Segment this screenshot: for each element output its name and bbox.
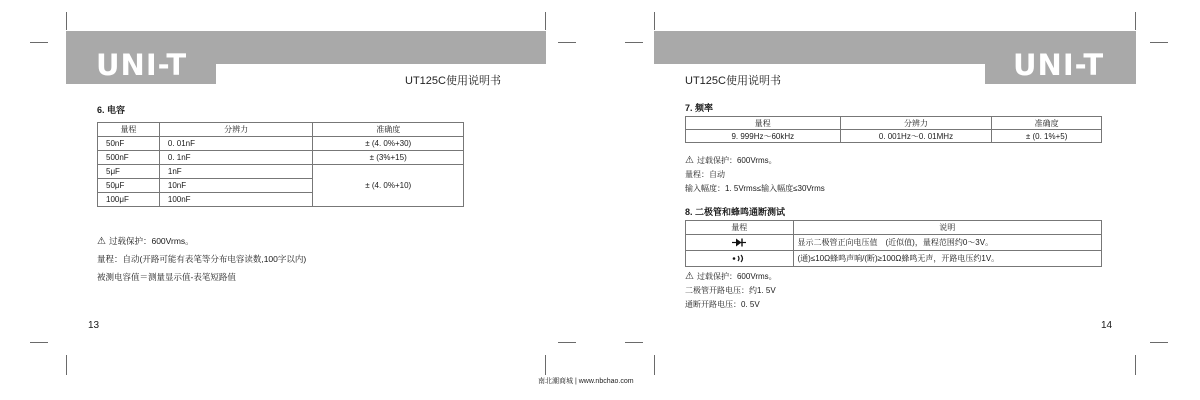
- page-number: 13: [88, 320, 100, 331]
- range-note: 量程：自动(开路可能有表笔等分布电容读数,100字以内): [97, 254, 307, 264]
- range-cell: [686, 235, 794, 251]
- formula-note: 被测电容值＝测量显示值-表笔短路值: [97, 272, 236, 282]
- freq-input-note: 输入幅度：1. 5Vrms≤输入幅度≤30Vrms: [685, 184, 825, 193]
- crop-mark: [625, 342, 643, 343]
- crop-mark: [30, 342, 48, 343]
- header-cell: 分辨力: [159, 123, 313, 137]
- crop-mark: [558, 342, 576, 343]
- brand-logo: UNI-T: [1013, 48, 1105, 82]
- accuracy-cell-merged: ± (4. 0%+10): [313, 165, 464, 207]
- warning-icon: ⚠: [97, 236, 106, 247]
- range-cell: 9. 999Hz～60kHz: [686, 130, 841, 143]
- table-row: [98, 151, 464, 165]
- header-cell: 分辨力: [840, 117, 992, 130]
- doc-title: UT125C使用说明书: [405, 75, 501, 87]
- accuracy-cell: ± (0. 1%+5): [992, 130, 1102, 143]
- accuracy-cell: ± (3%+15): [313, 151, 464, 165]
- header-cell: 说明: [793, 221, 1101, 235]
- capacitance-table: [97, 122, 464, 207]
- continuity-open-voltage-note: 通断开路电压：0. 5V: [685, 300, 760, 309]
- range-cell: 100μF: [98, 193, 160, 207]
- resolution-cell: 0. 01nF: [159, 137, 313, 151]
- range-cell: 5μF: [98, 165, 160, 179]
- section-title-diode: 8. 二极管和蜂鸣通断测试: [685, 207, 786, 217]
- diode-open-voltage-note: 二极管开路电压：约1. 5V: [685, 286, 776, 295]
- crop-mark: [1150, 42, 1168, 43]
- footer-watermark: 南北潮商城 | www.nbchao.com: [538, 378, 634, 385]
- header-cell: 量程: [98, 123, 160, 137]
- table-row: [686, 235, 1102, 251]
- crop-mark: [625, 42, 643, 43]
- crop-mark: [654, 355, 655, 375]
- table-row: [98, 137, 464, 151]
- beeper-icon: [732, 254, 746, 263]
- section-title-frequency: 7. 频率: [685, 103, 714, 113]
- note-text: 过载保护：600Vrms。: [696, 156, 777, 165]
- freq-overload-note: [685, 155, 777, 166]
- header-cell: 准确度: [313, 123, 464, 137]
- diode-overload-note: [685, 271, 777, 282]
- header-cell: 量程: [686, 117, 841, 130]
- resolution-cell: 100nF: [159, 193, 313, 207]
- crop-mark: [654, 12, 655, 30]
- page-number: 14: [1101, 320, 1113, 331]
- frequency-table: [685, 116, 1102, 143]
- description-cell: (通)≤10Ω蜂鸣声响/(断)≥100Ω蜂鸣无声，开路电压约1V。: [793, 251, 1101, 267]
- table-header-row: [686, 117, 1102, 130]
- doc-title: UT125C使用说明书: [685, 75, 781, 87]
- crop-mark: [1135, 355, 1136, 375]
- table-header-row: [98, 123, 464, 137]
- range-cell: 500nF: [98, 151, 160, 165]
- description-cell: 显示二极管正向电压值 (近似值)，量程范围约0～3V。: [793, 235, 1101, 251]
- crop-mark: [545, 12, 546, 30]
- crop-mark: [66, 355, 67, 375]
- resolution-cell: 10nF: [159, 179, 313, 193]
- diode-table: [685, 220, 1102, 267]
- warning-icon: ⚠: [685, 155, 694, 166]
- header-cell: 量程: [686, 221, 794, 235]
- note-text: 过载保护：600Vrms。: [696, 272, 777, 281]
- range-cell: [686, 251, 794, 267]
- resolution-cell: 1nF: [159, 165, 313, 179]
- table-row: [98, 165, 464, 179]
- section-title-capacitance: 6. 电容: [97, 105, 126, 115]
- table-header-row: [686, 221, 1102, 235]
- overload-note: [97, 236, 194, 247]
- resolution-cell: 0. 001Hz～0. 01MHz: [840, 130, 992, 143]
- crop-mark: [30, 42, 48, 43]
- range-cell: 50nF: [98, 137, 160, 151]
- accuracy-cell: ± (4. 0%+30): [313, 137, 464, 151]
- crop-mark: [1150, 342, 1168, 343]
- range-cell: 50μF: [98, 179, 160, 193]
- brand-logo: UNI-T: [96, 48, 188, 82]
- warning-icon: ⚠: [685, 271, 694, 282]
- crop-mark: [66, 12, 67, 30]
- resolution-cell: 0. 1nF: [159, 151, 313, 165]
- table-row: [686, 130, 1102, 143]
- crop-mark: [545, 355, 546, 375]
- crop-mark: [1135, 12, 1136, 30]
- diode-icon: [732, 238, 746, 247]
- table-row: [686, 251, 1102, 267]
- freq-range-note: 量程：自动: [685, 170, 725, 179]
- crop-mark: [558, 42, 576, 43]
- note-text: 过载保护：600Vrms。: [108, 236, 194, 246]
- header-cell: 准确度: [992, 117, 1102, 130]
